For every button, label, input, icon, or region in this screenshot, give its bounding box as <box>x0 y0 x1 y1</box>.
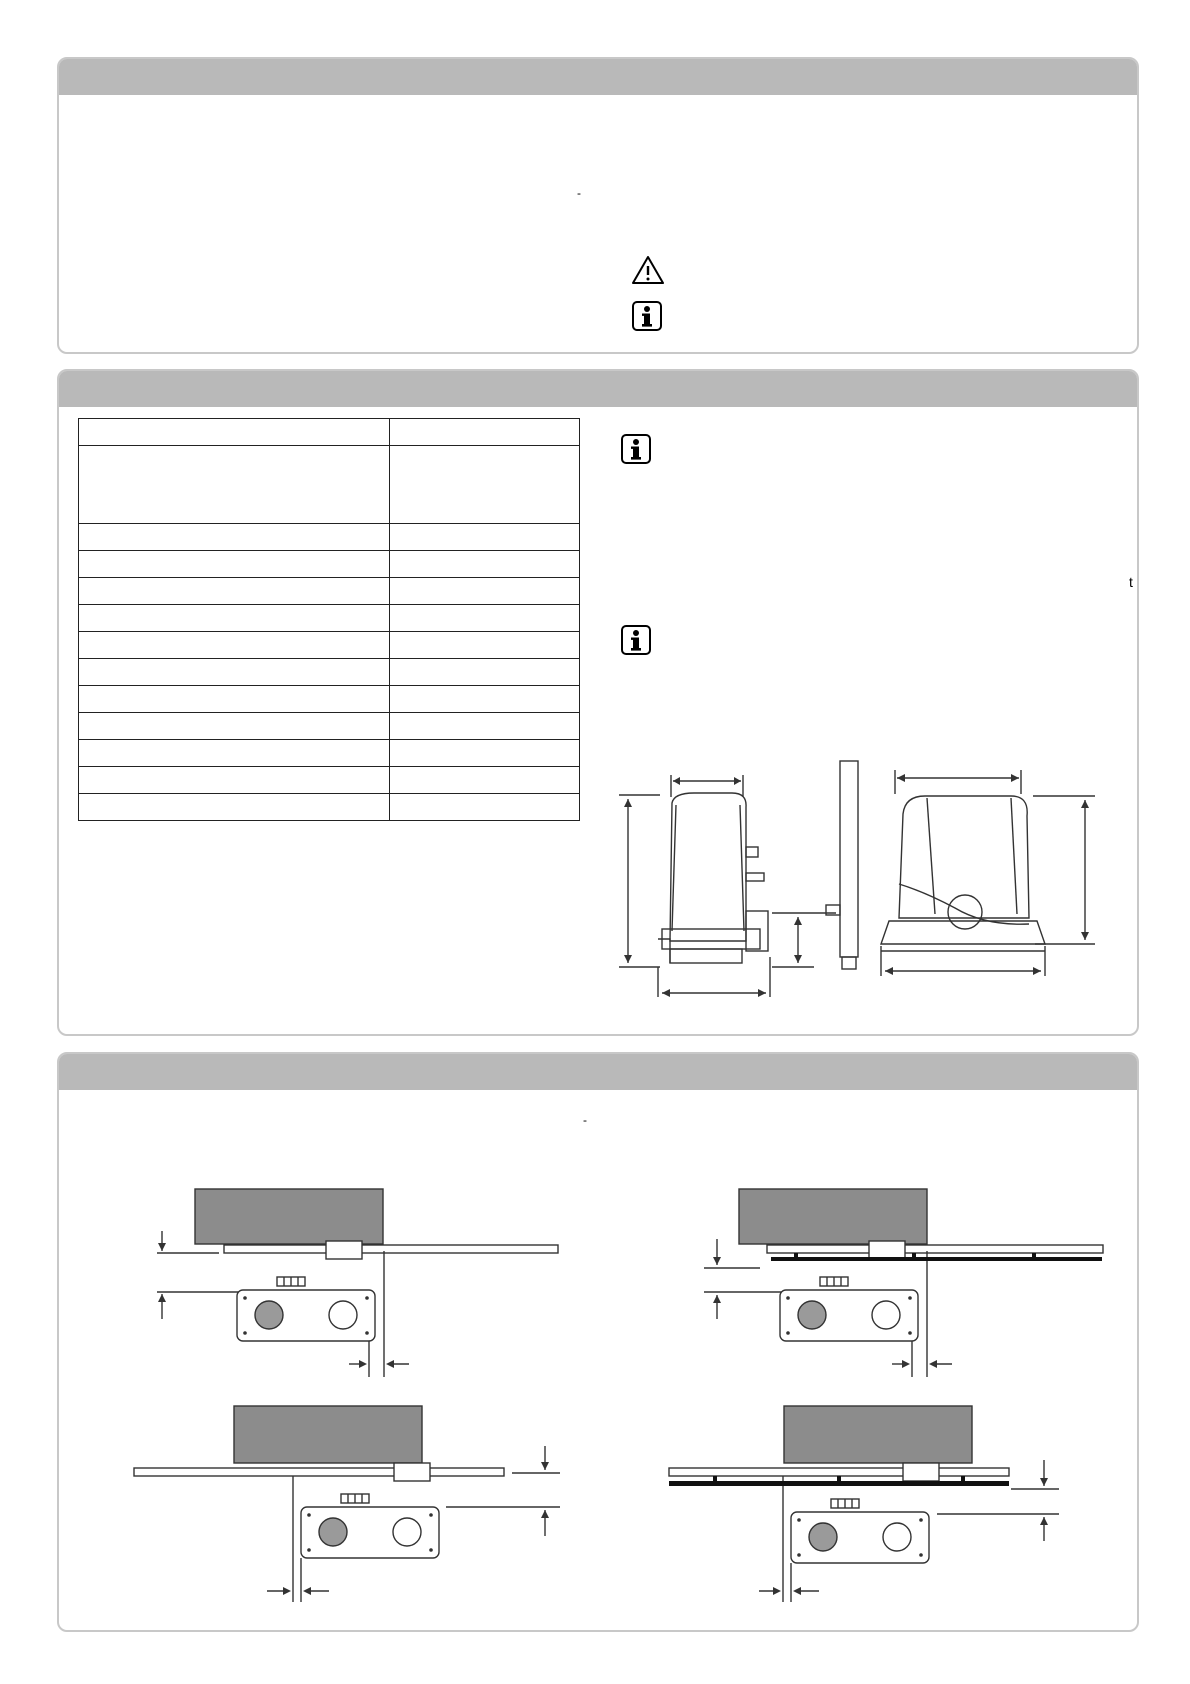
section-header-bar <box>59 371 1137 407</box>
installation-diagram-bottom-right <box>669 1406 1119 1626</box>
section-header-bar <box>59 1054 1137 1090</box>
section-installation <box>57 1052 1139 1632</box>
table-row <box>79 551 580 578</box>
dash-mark: - <box>583 1113 587 1127</box>
table-row <box>79 713 580 740</box>
dash-mark: - <box>577 186 581 200</box>
installation-diagram-bottom-left <box>134 1406 584 1626</box>
table-row <box>79 605 580 632</box>
table-row <box>79 524 580 551</box>
motor-front-view-drawing <box>885 766 1135 1006</box>
section-header-bar <box>59 59 1137 95</box>
spec-table <box>78 418 580 821</box>
table-row <box>79 419 580 446</box>
table-row <box>79 794 580 821</box>
warning-triangle-icon <box>630 254 666 286</box>
installation-diagram-top-right <box>694 1189 1139 1399</box>
table-row <box>79 632 580 659</box>
table-row <box>79 659 580 686</box>
motor-side-view-drawing <box>614 761 874 1031</box>
section-introduction <box>57 57 1139 354</box>
table-row <box>79 446 580 524</box>
edge-character: t <box>1129 574 1133 590</box>
info-icon <box>620 433 652 465</box>
table-row <box>79 740 580 767</box>
section-technical-specs <box>57 369 1139 1036</box>
table-row <box>79 686 580 713</box>
installation-diagram-top-left <box>139 1189 619 1399</box>
table-row <box>79 578 580 605</box>
info-icon <box>631 300 663 332</box>
table-row <box>79 767 580 794</box>
info-icon <box>620 624 652 656</box>
